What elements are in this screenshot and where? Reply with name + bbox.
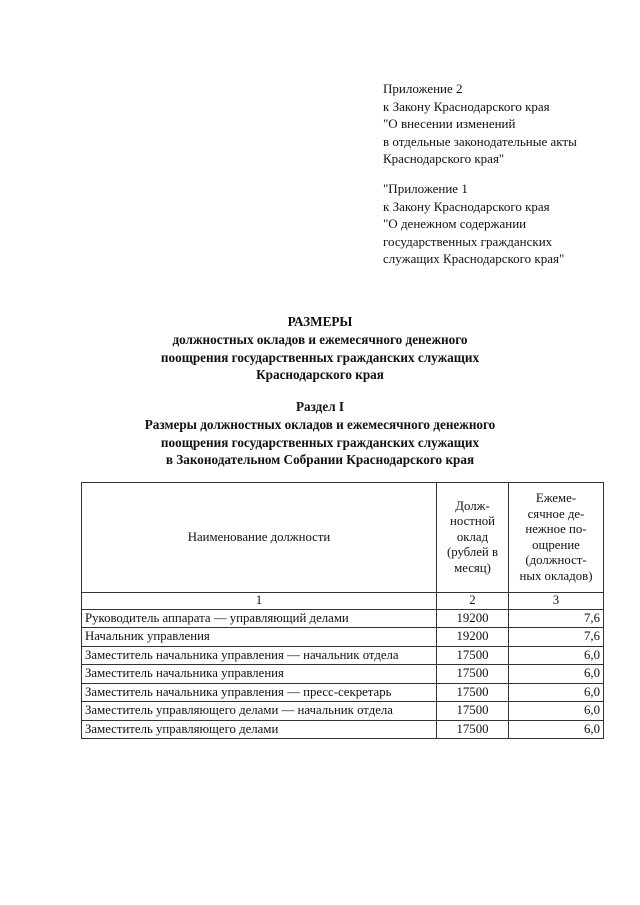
appendix-2-header (383, 80, 577, 168)
position-name: Заместитель управляющего делами — начальник отдела (82, 702, 437, 721)
bonus-value: 6,0 (509, 665, 604, 684)
section-title-line: поощрения государственных гражданских служащих (160, 434, 480, 450)
section-title-line: в Законодательном Собрании Краснодарского края (165, 452, 475, 468)
table-row (82, 683, 604, 702)
salary-value: 17500 (437, 665, 509, 684)
title-line: Краснодарского края (256, 367, 384, 383)
position-name: Руководитель аппарата — управляющий делами (82, 609, 437, 628)
table-header-row (82, 483, 604, 593)
salary-value: 19200 (437, 609, 509, 628)
column-header-salary: Долж- ностной оклад (рублей в месяц) (437, 483, 509, 593)
salary-value: 17500 (437, 702, 509, 721)
table-row (82, 609, 604, 628)
salary-value: 19200 (437, 628, 509, 647)
title-line: РАЗМЕРЫ (287, 314, 353, 329)
document-title (0, 313, 640, 384)
column-header-position: Наименование должности (82, 483, 437, 593)
appendix-2-line: Краснодарского края" (383, 151, 505, 166)
appendix-1-header (383, 180, 564, 268)
column-number-row (82, 593, 604, 610)
appendix-1-line: государственных гражданских (383, 233, 553, 249)
table-row (82, 702, 604, 721)
position-name: Заместитель начальника управления — начальник отдела (82, 646, 437, 665)
bonus-value: 7,6 (509, 628, 604, 647)
bonus-value: 6,0 (509, 702, 604, 721)
section-title-line: Размеры должностных окладов и ежемесячного денежного (144, 416, 496, 432)
table-row (82, 665, 604, 684)
section-title-line: Раздел I (295, 399, 345, 414)
bonus-value: 6,0 (509, 720, 604, 739)
column-number: 2 (437, 593, 509, 610)
bonus-value: 6,0 (509, 683, 604, 702)
salary-value: 17500 (437, 683, 509, 702)
position-name: Заместитель начальника управления — пресс-секретарь (82, 683, 437, 702)
appendix-1-line: служащих Краснодарского края" (383, 251, 565, 266)
bonus-value: 7,6 (509, 609, 604, 628)
title-line: должностных окладов и ежемесячного денежного (172, 331, 468, 347)
title-line: поощрения государственных гражданских служащих (160, 349, 480, 365)
bonus-value: 6,0 (509, 646, 604, 665)
appendix-1-line: к Закону Краснодарского края (383, 198, 550, 214)
position-name: Заместитель начальника управления (82, 665, 437, 684)
appendix-1-line: "Приложение 1 (383, 181, 468, 196)
position-name: Начальник управления (82, 628, 437, 647)
appendix-2-line: "О внесении изменений (383, 116, 516, 131)
section-title (0, 398, 640, 469)
column-header-bonus: Ежеме- сячное де- нежное по- ощрение (должност- ных окладов) (509, 483, 604, 593)
salary-value: 17500 (437, 720, 509, 739)
table-row (82, 646, 604, 665)
position-name: Заместитель управляющего делами (82, 720, 437, 739)
appendix-2-line: Приложение 2 (383, 81, 463, 96)
salary-value: 17500 (437, 646, 509, 665)
table-row (82, 720, 604, 739)
appendix-2-line: в отдельные законодательные акты (383, 133, 577, 149)
table-row (82, 628, 604, 647)
appendix-1-line: "О денежном содержании (383, 216, 527, 231)
appendix-2-line: к Закону Краснодарского края (383, 98, 550, 114)
column-number: 3 (509, 593, 604, 610)
salary-table (81, 482, 604, 739)
column-number: 1 (82, 593, 437, 610)
